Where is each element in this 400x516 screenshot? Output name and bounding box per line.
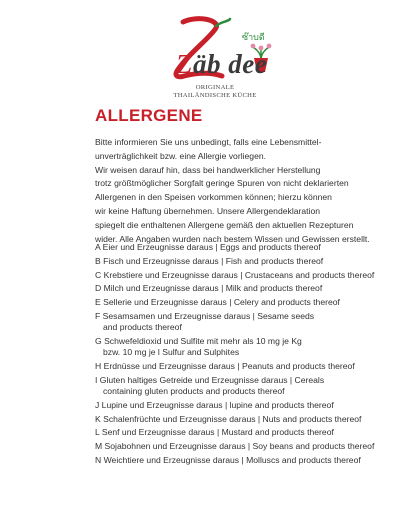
list-item [95,361,395,372]
allergen-label: F Sesamsamen und Erzeugnisse daraus | Sesame seeds [95,310,315,321]
page-title: ALLERGENE [95,106,203,125]
list-item [95,441,395,452]
list-item [95,427,395,438]
intro-line: spiegelt die enthaltenen Allergene gemäß den aktuellen Rezepturen [95,219,354,230]
intro-line: wider. Alle Angaben wurden nach bestem Wissen und Gewissen erstellt. [95,233,370,244]
tagline-line-2: THAILÄNDISCHE KÜCHE [173,92,257,99]
brand-name [176,49,267,80]
allergen-label: D Milch und Erzeugnisse daraus | Milk and products thereof [95,283,323,294]
list-item [95,455,395,466]
allergen-label: K Schalenfrüchte und Erzeugnisse daraus | Nuts and products thereof [95,413,362,424]
allergen-label-continued: bzw. 10 mg je l Sulfur and Sulphites [103,347,240,358]
intro-paragraph [95,137,395,247]
list-item [95,256,395,267]
allergen-label: C Krebstiere und Erzeugnisse daraus | Crustaceans and products thereof [95,269,375,280]
list-item [95,297,395,308]
intro-line: Wir weisen darauf hin, dass bei handwerklicher Herstellung [95,164,321,175]
intro-line: Allergenen in den Speisen vorkommen können; hierzu können [95,192,332,203]
intro-line: Bitte informieren Sie uns unbedingt, falls eine Lebensmittel- [95,137,322,147]
allergen-label: E Sellerie und Erzeugnisse daraus | Celery and products thereof [95,297,340,308]
list-item [95,283,395,294]
list-item [95,336,395,358]
allergen-label: L Senf und Erzeugnisse daraus | Mustard and products thereof [95,427,334,438]
allergen-label: J Lupine und Erzeugnisse daraus | lupine and products thereof [95,399,334,410]
allergen-label: I Gluten haltiges Getreide und Erzeugnisse daraus | Cereals [95,374,325,385]
list-item [95,375,395,397]
brand-initial: Z [176,49,193,79]
tagline-line-1: ORIGINALE [195,84,235,91]
list-item [95,242,395,253]
brand-thai-script: ซ๊าบดี [242,33,265,43]
intro-line: trotz größtmöglicher Sorgfalt geringe Spuren von nicht deklarierten [95,178,349,189]
list-item [95,270,395,281]
list-item [95,311,395,333]
brand-rest: äb dee [193,49,268,79]
list-item [95,414,395,425]
allergen-label: B Fisch und Erzeugnisse daraus | Fish and products thereof [95,255,324,266]
allergen-list [95,242,395,469]
allergen-label: A Eier und Erzeugnisse daraus | Eggs and products thereof [95,242,321,252]
allergen-label: M Sojabohnen und Erzeugnisse daraus | Soy beans and products thereof [95,441,375,452]
intro-line: unverträglichkeit bzw. eine Allergie vorliegen. [95,150,267,161]
allergen-label-continued: containing gluten products and products thereof [103,385,285,396]
allergen-label-continued: and products thereof [103,322,182,333]
allergen-label: N Weichtiere und Erzeugnisse daraus | Molluscs and products thereof [95,454,361,465]
restaurant-logo [150,16,280,98]
allergen-label: G Schwefeldioxid und Sulfite mit mehr als 10 mg je Kg [95,335,302,346]
intro-line: wir keine Haftung übernehmen. Unsere Allergendeklaration [95,205,321,216]
allergen-label: H Erdnüsse und Erzeugnisse daraus | Peanuts and products thereof [95,360,355,371]
list-item [95,400,395,411]
